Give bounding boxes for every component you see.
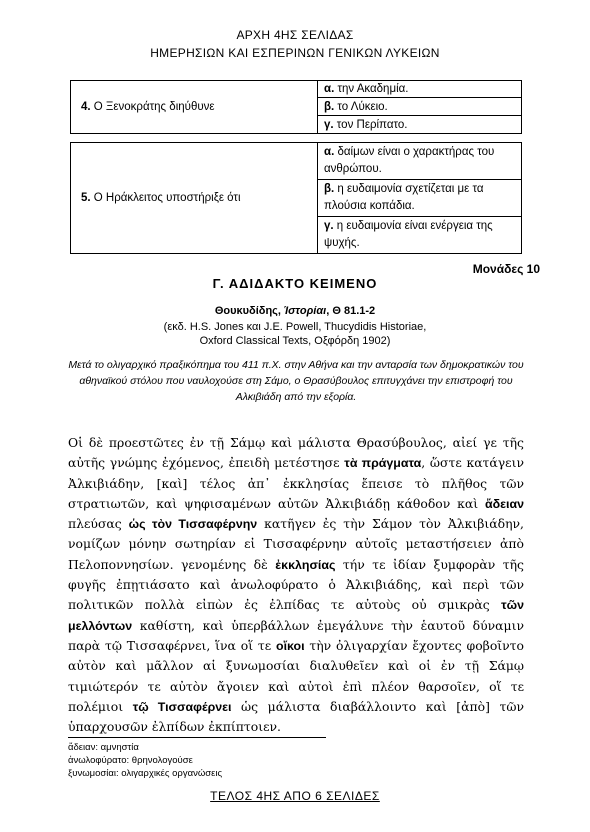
- text-segment: Οἱ δὲ προεστῶτες ἐν τῇ Σάμῳ καὶ μάλιστα Θρασύβουλος, αἰεί γε τῆς αὐτῆς γνώμης ἐχόμενος, ἐπειδὴ μετέστησε: [68, 435, 524, 471]
- section-title: Γ. ΑΔΙΔΑΚΤΟ ΚΕΙΜΕΝΟ: [212, 276, 378, 291]
- text-segment: , ὥστε κατάγειν Ἀλκιβιάδην, [καὶ] τέλος ἀπ᾽ ἐκκλησίας ἔπεισε τὸ πλῆθος τῶν στρατιωτῶν, καὶ ψηφισαμένων αὐτῶν Ἀλκιβιάδῃ κάθοδον καὶ: [68, 455, 524, 511]
- text-segment: καθίστη, καὶ ὑπερβάλλων ἐμεγάλυνε τὴν ἑαυτοῦ δύναμιν παρὰ τῷ Τισσαφέρνει, ἵνα οἵ τε: [68, 617, 524, 653]
- edition-line-2: Oxford Classical Texts, Οξφόρδη 1902): [199, 335, 391, 347]
- page-header-line1: ΑΡΧΗ 4ΗΣ ΣΕΛΙΔΑΣ: [236, 28, 354, 42]
- question-4-number: 4.: [81, 101, 91, 113]
- question-4-table: [70, 80, 522, 134]
- emphasized-phrase: τῷ Τισσαφέρνει: [132, 699, 232, 714]
- emphasized-phrase: τῶν μελλόντων: [68, 598, 524, 633]
- marks-label: Μονάδες 10: [472, 262, 540, 276]
- question-5-stem: [71, 143, 318, 254]
- source-author: Θουκυδίδης,: [214, 305, 284, 317]
- emphasized-phrase: οἴκοι: [276, 638, 305, 653]
- question-4-option-b: β. το Λύκειο.: [318, 98, 522, 116]
- emphasized-phrase: ὡς τὸν Τισσαφέρνην: [128, 517, 258, 532]
- question-5-number: 5.: [81, 192, 91, 204]
- text-segment: πλεύσας: [68, 516, 129, 532]
- question-4-text: Ο Ξενοκράτης διηύθυνε: [93, 101, 215, 113]
- question-5-option-b: β. η ευδαιμονία σχετίζεται με τα πλούσια κοπάδια.: [318, 180, 522, 217]
- page-header-line2: ΗΜΕΡΗΣΙΩΝ ΚΑΙ ΕΣΠΕΡΙΝΩΝ ΓΕΝΙΚΩΝ ΛΥΚΕΙΩΝ: [150, 46, 440, 60]
- question-5-option-a: α. δαίμων είναι ο χαρακτήρας του ανθρώπου.: [318, 143, 522, 180]
- question-4-option-c: γ. τον Περίπατο.: [318, 116, 522, 134]
- emphasized-phrase: τὰ πράγματα: [344, 456, 422, 471]
- question-5-option-c: γ. η ευδαιμονία είναι ενέργεια της ψυχής.: [318, 217, 522, 254]
- source-line: [0, 305, 590, 317]
- glossary-item: ἄδειαν: αμνηστία: [68, 742, 139, 753]
- text-segment: ὡς μάλιστα διαβάλλοιντο καὶ [ἀπὸ] τῶν ὑπαρχουσῶν ἐλπίδων ἐκπίπτοιεν.: [68, 698, 524, 735]
- text-segment: τήν τε ἰδίαν ξυμφορὰν τῆς φυγῆς ἐπῃτιάσατο καὶ ἀνωλοφύρατο ὁ Ἀλκιβιάδης, καὶ περὶ τῶν πολιτικῶν πολλὰ εἰπὼν ἐς ἐλπίδας τε αὐτοὺς οὐ σμικρὰς: [68, 556, 524, 613]
- footnote-rule: [68, 737, 326, 738]
- edition-line-1: (εκδ. H.S. Jones και J.E. Powell, Thucydidis Historiae,: [163, 321, 427, 333]
- question-4-stem: [71, 81, 318, 134]
- emphasized-phrase: ἐκκλησίας: [275, 557, 336, 572]
- text-segment: κατῆγεν ἐς τὴν Σάμον τὸν Ἀλκιβιάδην, νομίζων μόνην σωτηρίαν εἰ Τισσαφέρνην αὐτοῖς μεταστήσειεν ἀπὸ Πελοποννησίων. γενομένης δὲ: [68, 516, 524, 572]
- source-work: Ἱστορίαι: [284, 305, 327, 317]
- ancient-greek-text: [68, 433, 524, 737]
- glossary-item: ξυνωμοσίαι: ολιγαρχικές οργανώσεις: [68, 768, 223, 779]
- page-footer: ΤΕΛΟΣ 4ΗΣ ΑΠΟ 6 ΣΕΛΙΔΕΣ: [210, 789, 380, 803]
- text-segment: τὴν ὀλιγαρχίαν ἔχοντες φοβοῖντο αὐτὸν καὶ μᾶλλον αἱ ξυνωμοσίαι διαλυθεῖεν καὶ οἱ ἐν τῇ Σάμῳ τιμιώτερόν τε αὐτὸν ἄγοιεν καὶ αὐτοὶ ἐπὶ πλέον θαρσοῖεν, οἵ τε πολέμιοι: [68, 637, 524, 714]
- source-ref: , Θ 81.1-2: [326, 305, 376, 317]
- glossary-item: ἀνωλοφύρατο: θρηνολογούσε: [68, 755, 193, 766]
- emphasized-phrase: ἄδειαν: [485, 496, 524, 511]
- question-4-option-a: α. την Ακαδημία.: [318, 81, 522, 98]
- question-5-table: [70, 142, 522, 254]
- question-5-text: Ο Ηράκλειτος υποστήριξε ότι: [93, 192, 241, 204]
- intro-paragraph: Μετά το ολιγαρχικό πραξικόπημα του 411 π.Χ. στην Αθήνα και την ανταρσία των δημοκρατικών του αθηναϊκού στόλου που ναυλοχούσε στη Σάμο, ο Θρασύβουλος επιτυγχάνει την επιστροφή του Αλκιβιάδη από την εξορία.: [68, 359, 524, 403]
